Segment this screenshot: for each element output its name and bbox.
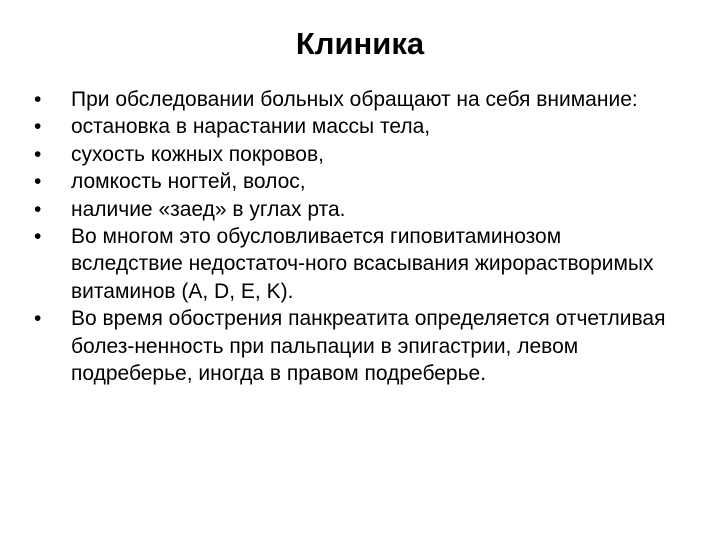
bullet-icon: • xyxy=(34,225,42,249)
bullet-item-4 xyxy=(34,168,674,195)
bullet-item-5 xyxy=(34,196,674,223)
bullet-icon: • xyxy=(34,115,42,139)
bullet-item-6 xyxy=(34,223,674,305)
bullet-icon: • xyxy=(34,170,42,194)
bullet-item-2 xyxy=(34,113,674,140)
bullet-text-7: Во время обострения панкреатита определяется отчетливая болез-ненность при пальпации в эпигастрии, левом подреберье, иногда в правом подреберье. xyxy=(71,307,666,386)
bullet-icon: • xyxy=(34,197,42,221)
bullet-icon: • xyxy=(34,142,42,166)
bullet-text-1: При обследовании больных обращают на себя внимание: xyxy=(71,88,638,111)
bullet-text-2: остановка в нарастании массы тела, xyxy=(71,115,431,139)
bullet-icon: • xyxy=(34,307,42,331)
bullet-icon: • xyxy=(34,88,42,111)
bullet-text-3: сухость кожных покровов, xyxy=(71,142,324,166)
bullet-text-6: Во многом это обусловливается гиповитаминозом вследствие недостаточ-ного всасывания жирорастворимых витаминов (A, D, E, K). xyxy=(71,225,654,303)
bullet-item-1 xyxy=(34,86,674,113)
slide-title: Клиника xyxy=(295,26,425,61)
bullet-list xyxy=(34,86,674,387)
bullet-text-5: наличие «заед» в углах рта. xyxy=(71,197,346,221)
bullet-text-4: ломкость ногтей, волос, xyxy=(71,170,306,194)
bullet-item-7 xyxy=(34,305,674,387)
bullet-item-3 xyxy=(34,141,674,168)
